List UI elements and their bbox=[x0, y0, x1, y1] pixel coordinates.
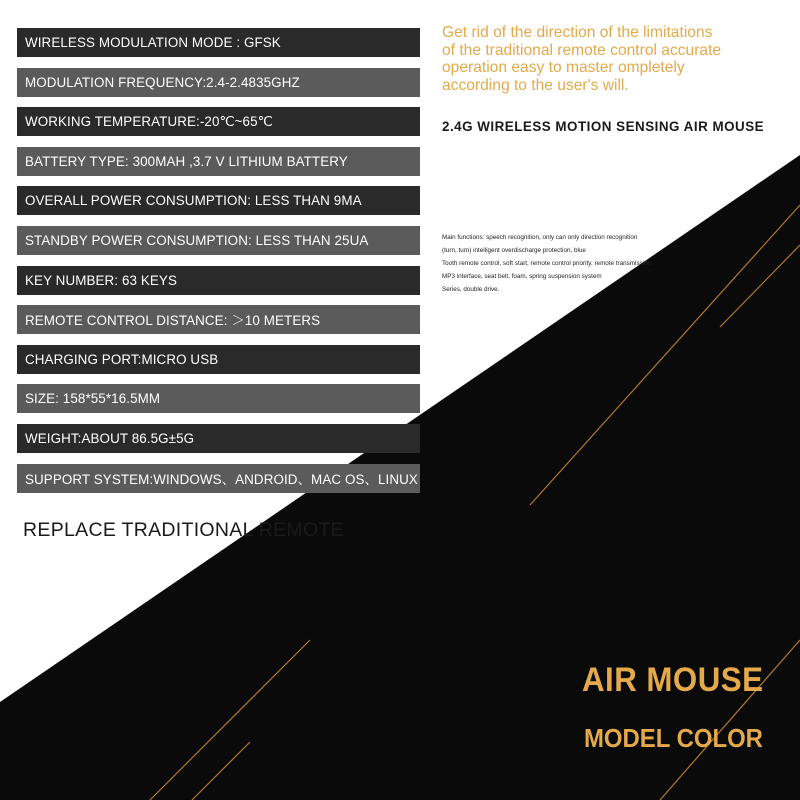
tagline-line: operation easy to master ompletely bbox=[442, 59, 685, 76]
spec-standby-power: STANDBY POWER CONSUMPTION: LESS THAN 25UA bbox=[17, 226, 420, 255]
tagline-line: of the traditional remote control accurate bbox=[442, 41, 722, 59]
tagline-line: according to the user's will. bbox=[442, 76, 629, 94]
tagline bbox=[442, 24, 792, 94]
spec-size: SIZE: 158*55*16.5MM bbox=[17, 384, 420, 413]
product-title: 2.4G WIRELESS MOTION SENSING AIR MOUSE bbox=[442, 119, 765, 134]
air-mouse-heading: AIR MOUSE bbox=[582, 661, 764, 699]
spec-remote-distance: REMOTE CONTROL DISTANCE: ＞10 METERS bbox=[17, 305, 420, 334]
functions-line: MP3 interface, seat belt, foam, spring suspension system bbox=[442, 273, 602, 281]
tagline-line: Get rid of the direction of the limitations bbox=[442, 24, 713, 41]
spec-weight: WEIGHT:ABOUT 86.5G±5G bbox=[17, 424, 420, 453]
spec-working-temperature: WORKING TEMPERATURE:-20℃~65℃ bbox=[17, 107, 420, 136]
functions-description bbox=[442, 231, 653, 296]
model-color-heading: MODEL COLOR bbox=[584, 723, 763, 753]
spec-power-consumption: OVERALL POWER CONSUMPTION: LESS THAN 9MA bbox=[17, 186, 420, 215]
spec-modulation-mode: WIRELESS MODULATION MODE : GFSK bbox=[17, 28, 420, 57]
spec-key-number: KEY NUMBER: 63 KEYS bbox=[17, 266, 420, 295]
functions-line: Tooth remote control, soft start, remote control priority, remote transmission, bbox=[442, 260, 653, 268]
functions-line: Main functions: speech recognition, only can only direction recognition bbox=[442, 234, 638, 241]
functions-line: (turn, turn) intelligent overdischarge protection, blue bbox=[442, 247, 586, 255]
spec-list bbox=[17, 28, 420, 503]
replace-traditional-remote-text: REPLACE TRADITIONAL REMOTE bbox=[23, 519, 344, 541]
spec-charging-port: CHARGING PORT:MICRO USB bbox=[17, 345, 420, 374]
spec-modulation-frequency: MODULATION FREQUENCY:2.4-2.4835GHZ bbox=[17, 68, 420, 97]
spec-battery-type: BATTERY TYPE: 300MAH ,3.7 V LITHIUM BATTERY bbox=[17, 147, 420, 176]
spec-support-system: SUPPORT SYSTEM:WINDOWS、ANDROID、MAC OS、LINUX bbox=[17, 464, 420, 493]
functions-line: Series, double drive. bbox=[442, 286, 500, 294]
